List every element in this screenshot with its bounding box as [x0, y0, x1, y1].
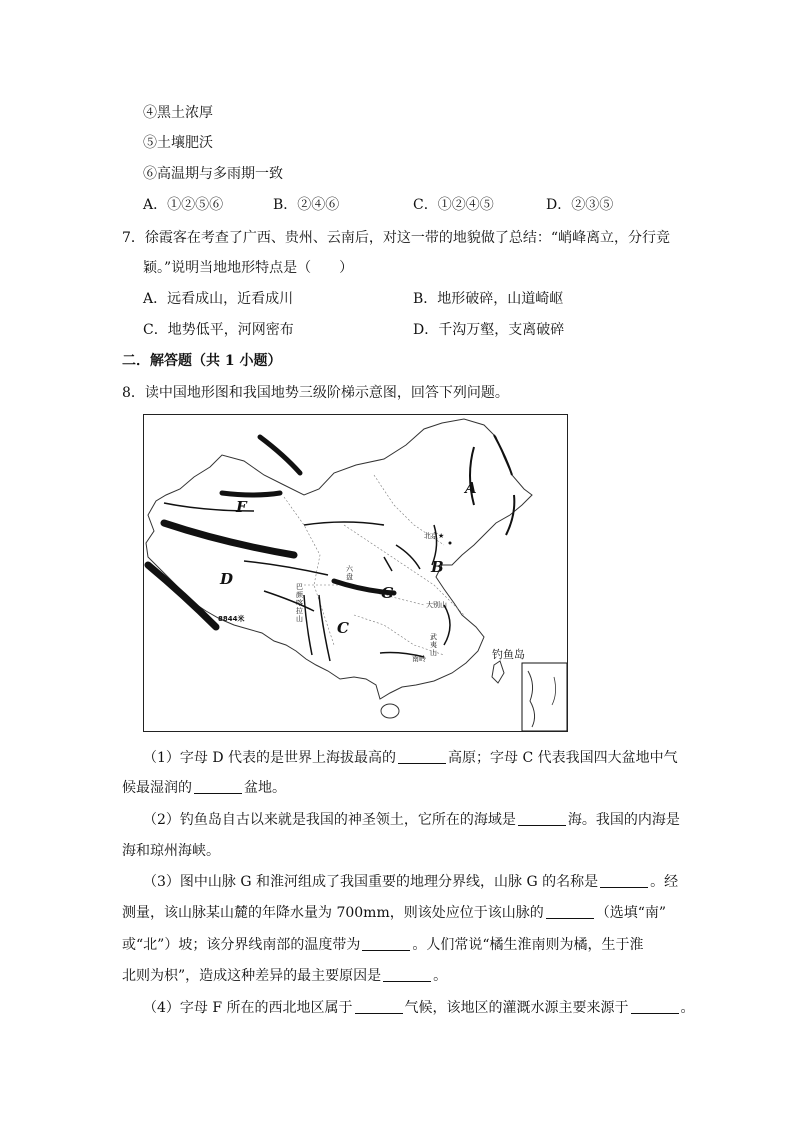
list-item-5: ⑤土壤肥沃: [143, 135, 213, 151]
map-label-everest: 8844米: [218, 615, 245, 623]
q7-option-c[interactable]: C．地势低平，河网密布: [143, 322, 294, 338]
q8-part3-text-b: 。经: [650, 874, 679, 890]
q8-part3-line1: [143, 872, 678, 892]
mountain-line: [244, 561, 328, 575]
q7-stem-line1: 7．徐霞客在考查了广西、贵州、云南后，对这一带的地貌做了总结：“峭峰离立，分行竞: [122, 230, 671, 246]
mountain-line: [396, 545, 420, 569]
map-label-liupan: 六盘: [346, 565, 353, 581]
q7-option-a[interactable]: A．远看成山，近看成川: [143, 291, 294, 307]
q6-option-b[interactable]: B．②④⑥: [273, 197, 340, 213]
answer-blank-6[interactable]: [362, 936, 410, 951]
q8-part3-line2: [122, 903, 666, 923]
q8-part4-text-c: 。: [680, 1000, 695, 1016]
answer-blank-7[interactable]: [383, 967, 431, 982]
q6-option-d[interactable]: D．②③⑤: [546, 197, 614, 213]
q8-part3-text-e: 或“北”）坡；该分界线南部的温度带为: [122, 937, 361, 953]
answer-blank-5[interactable]: [546, 904, 594, 919]
q8-part3-text-d: （选填“南”: [595, 905, 667, 921]
q8-part2-text-b: 海。我国的内海是: [567, 812, 680, 828]
q8-part3-text-a: （3）图中山脉 G 和淮河组成了我国重要的地理分界线，山脉 G 的名称是: [143, 874, 599, 890]
answer-blank-4[interactable]: [600, 873, 648, 888]
answer-blank-3[interactable]: [518, 811, 566, 826]
map-label-nanling: 南岭: [412, 655, 426, 663]
q8-part3-text-c: 测量，该山脉某山麓的年降水量为 700mm，则该处应位于该山脉的: [122, 905, 544, 921]
q7-option-b[interactable]: B．地形破碎，山道崎岖: [413, 291, 564, 307]
map-label-a: A: [465, 479, 477, 497]
answer-blank-1[interactable]: [398, 749, 446, 764]
mountain-line: [304, 522, 384, 525]
q7-stem-line2: 颖。”说明当地地形特点是（ ）: [143, 260, 354, 276]
q8-part3-text-f: 。人们常说“橘生淮南则为橘，生于淮: [412, 937, 644, 953]
map-label-f: F: [236, 498, 247, 516]
q7-option-d[interactable]: D．千沟万壑，支离破碎: [413, 322, 565, 338]
mountain-himalaya: [148, 565, 216, 627]
map-label-wuyi: 武夷山: [430, 633, 437, 657]
map-label-bayan: 巴颜喀拉山: [296, 583, 303, 623]
q8-part2-line1: [143, 810, 680, 830]
q8-part4-text-b: 气候，该地区的灌溉水源主要来源于: [404, 1000, 629, 1016]
q8-part1-line2: [122, 778, 286, 798]
q6-option-c[interactable]: C．①②④⑤: [413, 197, 494, 213]
mountain-taihang: [384, 557, 392, 571]
list-item-6: ⑥高温期与多雨期一致: [143, 166, 283, 182]
q8-part3-line4: [122, 966, 447, 986]
q8-part1-text-b: 高原；字母 C 代表我国四大盆地中气: [448, 750, 678, 766]
q8-intro: 8．读中国地形图和我国地势三级阶梯示意图，回答下列问题。: [122, 385, 509, 401]
china-outline: [146, 419, 532, 699]
map-label-d: D: [220, 570, 234, 588]
mountain-hengduan: [304, 595, 312, 655]
q8-part1-text-c: 候最湿润的: [122, 780, 192, 796]
mountain-xiaoxinganling: [494, 435, 512, 475]
china-terrain-map: [143, 414, 568, 732]
q8-part1-text-a: （1）字母 D 代表的是世界上海拔最高的: [143, 750, 397, 766]
map-label-dabie: 大别山: [426, 601, 447, 609]
beijing-marker: [449, 542, 452, 545]
mountain-kunlun: [164, 523, 294, 555]
map-label-beijing: 北京★: [424, 532, 445, 540]
answer-blank-8[interactable]: [355, 999, 403, 1014]
taiwan-island: [492, 661, 504, 683]
answer-blank-2[interactable]: [194, 779, 242, 794]
map-label-b: B: [431, 558, 444, 576]
q8-part3-text-g: 北则为枳”，造成这种差异的最主要原因是: [122, 968, 382, 984]
list-item-4: ④黑土浓厚: [143, 105, 213, 121]
map-label-g: G: [381, 584, 394, 602]
q8-part1-text-d: 盆地。: [244, 780, 286, 796]
mountain-wuyi: [444, 605, 450, 645]
q8-part4-line1: [143, 998, 695, 1018]
q8-part2-line2: 海和琼州海峡。: [122, 843, 220, 859]
section-title: 二．解答题（共 1 小题）: [122, 353, 282, 369]
map-label-diaoyu: 钓鱼岛: [492, 648, 525, 661]
q8-part3-line3: [122, 935, 643, 955]
q8-part4-text-a: （4）字母 F 所在的西北地区属于: [143, 1000, 353, 1016]
answer-blank-9[interactable]: [631, 999, 679, 1014]
mountain-tianshan: [222, 493, 280, 495]
hainan-island: [381, 704, 399, 718]
q8-part1-line1: [143, 748, 678, 768]
q6-option-a[interactable]: A．①②⑤⑥: [143, 197, 224, 213]
mountain-line: [264, 591, 314, 611]
map-label-c: C: [337, 619, 349, 637]
mountain-altai: [260, 437, 300, 473]
q8-part3-text-h: 。: [433, 968, 448, 984]
map-drawing: [144, 415, 567, 731]
q8-part2-text-a: （2）钓鱼岛自古以来就是我国的神圣领土，它所在的海域是: [143, 812, 516, 828]
